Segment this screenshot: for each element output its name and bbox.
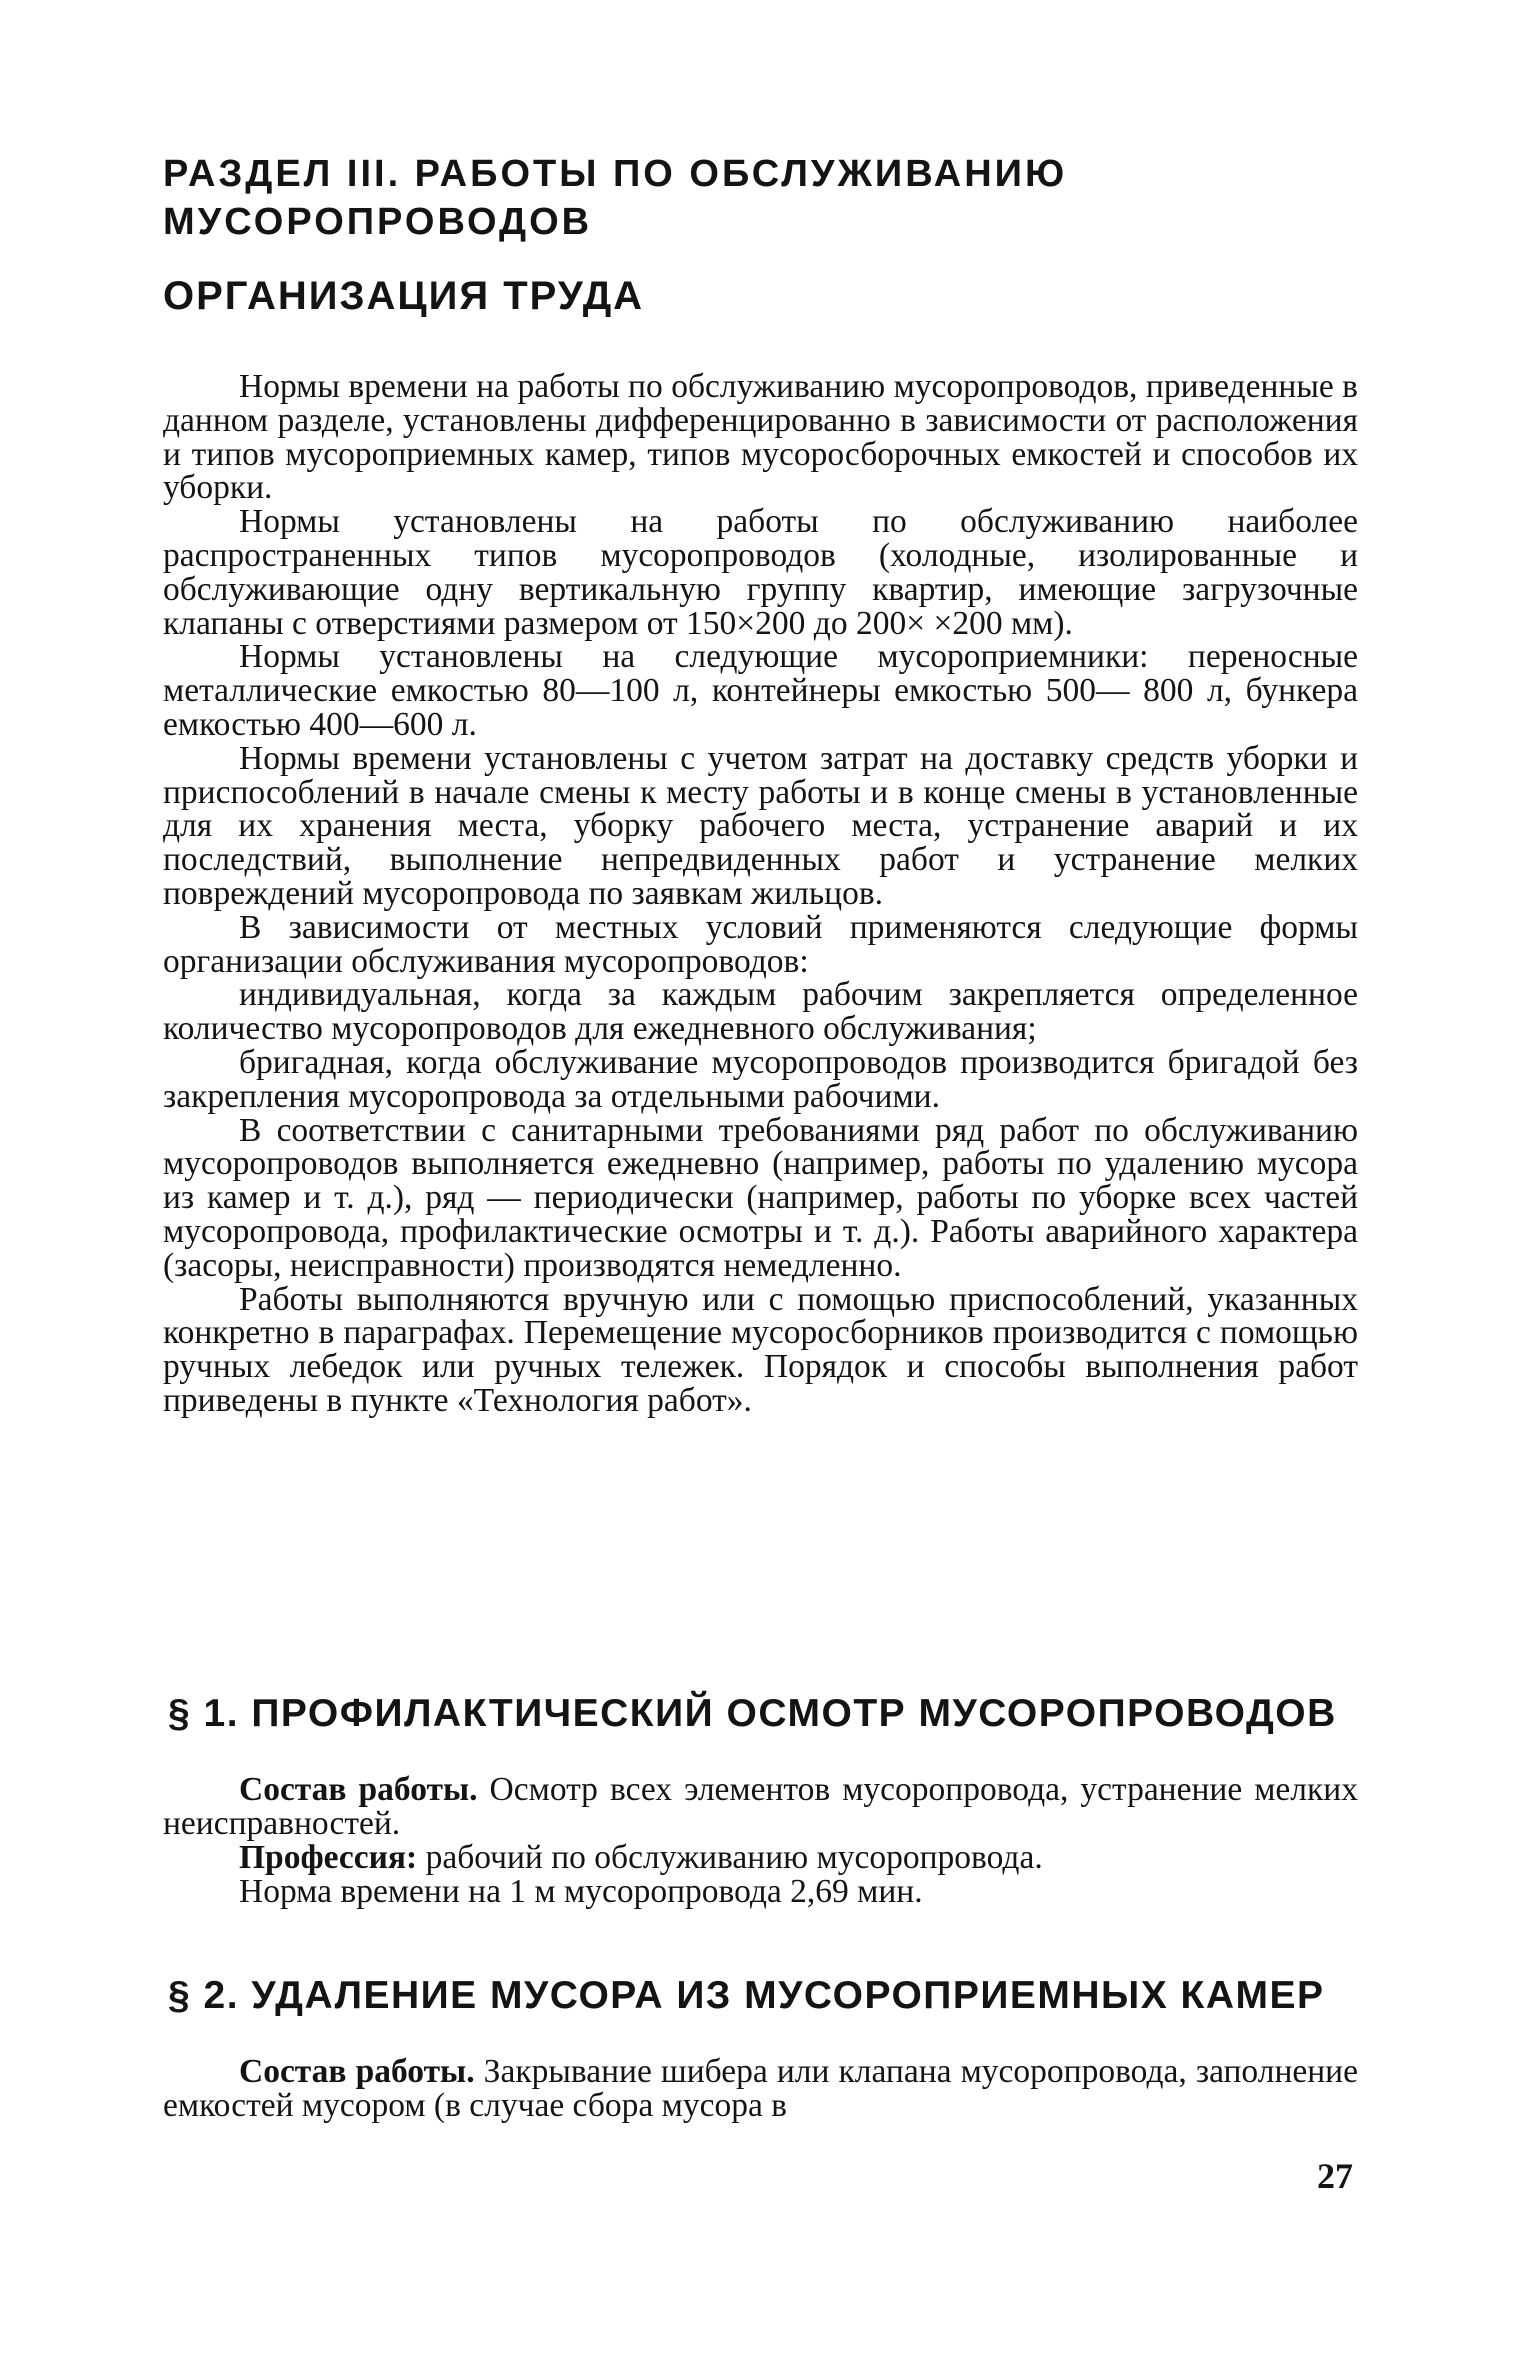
page-number: 27: [1317, 2156, 1353, 2196]
section-1-heading: § 1. ПРОФИЛАКТИЧЕСКИЙ ОСМОТР МУСОРОПРОВОДОВ: [168, 1692, 1337, 1735]
work-composition-text: Закрывание шибера или клапана мусоропровода, заполнение емкостей мусором (в случае сбора мусора в: [163, 2053, 1358, 2124]
work-composition: [163, 2055, 1358, 2123]
section-2-heading: § 2. УДАЛЕНИЕ МУСОРА ИЗ МУСОРОПРИЕМНЫХ КАМЕР: [168, 1974, 1325, 2017]
work-composition: [163, 1773, 1358, 1841]
intro-text: [163, 370, 1358, 1418]
work-composition-text: Осмотр всех элементов мусоропровода, устранение мелких неисправностей.: [163, 1771, 1358, 1842]
paragraph: Нормы времени установлены с учетом затрат на доставку средств уборки и приспособлений в начале смены к месту работы и в конце смены в установленные для их хранения места, уборку рабочего места, устранение аварий и их последствий, выполнение непредвиденных работ и устранение мелких повреждений мусоропровода по заявкам жильцов.: [163, 739, 1358, 912]
section-subtitle: ОРГАНИЗАЦИЯ ТРУДА: [163, 274, 645, 318]
paragraph: В зависимости от местных условий применяются следующие формы организации обслуживания мусоропроводов:: [163, 908, 1358, 980]
profession-label: Профессия:: [239, 1839, 418, 1876]
profession-text: рабочий по обслуживанию мусоропровода.: [417, 1839, 1043, 1876]
paragraph: бригадная, когда обслуживание мусоропроводов производится бригадой без закрепления мусоропровода за отдельными рабочими.: [163, 1043, 1358, 1115]
time-norm: Норма времени на 1 м мусоропровода 2,69 мин.: [239, 1873, 923, 1910]
work-composition-label: Состав работы.: [239, 1771, 478, 1808]
section-title: РАЗДЕЛ III. РАБОТЫ ПО ОБСЛУЖИВАНИЮ МУСОРОПРОВОДОВ: [163, 153, 1068, 243]
paragraph: Нормы установлены на следующие мусороприемники: переносные металлические емкостью 80—100 л, контейнеры емкостью 500— 800 л, бункера емкостью 400—600 л.: [163, 638, 1358, 743]
paragraph: В соответствии с санитарными требованиями ряд работ по обслуживанию мусоропроводов выполняется ежедневно (например, работы по удалению мусора из камер и т. д.), ряд — периодически (например, работы по уборке всех частей мусоропровода, профилактические осмотры и т. д.). Работы аварийного характера (засоры, неисправности) производятся немедленно.: [163, 1111, 1358, 1284]
paragraph: индивидуальная, когда за каждым рабочим закрепляется определенное количество мусоропроводов для ежедневного обслуживания;: [163, 976, 1358, 1048]
paragraph: Нормы установлены на работы по обслуживанию наиболее распространенных типов мусоропроводов (холодные, изолированные и обслуживающие одну вертикальную группу квартир, имеющие загрузочные клапаны с отверстиями размером от 150×200 до 200× ×200 мм).: [163, 503, 1358, 642]
work-composition-label: Состав работы.: [239, 2053, 475, 2090]
paragraph: Работы выполняются вручную или с помощью приспособлений, указанных конкретно в параграфах. Перемещение мусоросборников производится с помощью ручных лебедок или ручных тележек. Порядок и способы выполнения работ приведены в пункте «Технология работ».: [163, 1280, 1358, 1419]
profession: [163, 1841, 1358, 1875]
section-2-body: [163, 2055, 1358, 2123]
section-1-body: [163, 1773, 1358, 1909]
paragraph: Нормы времени на работы по обслуживанию мусоропроводов, приведенные в данном разделе, установлены дифференцированно в зависимости от расположения и типов мусороприемных камер, типов мусоросборочных емкостей и способов их уборки.: [163, 368, 1358, 507]
